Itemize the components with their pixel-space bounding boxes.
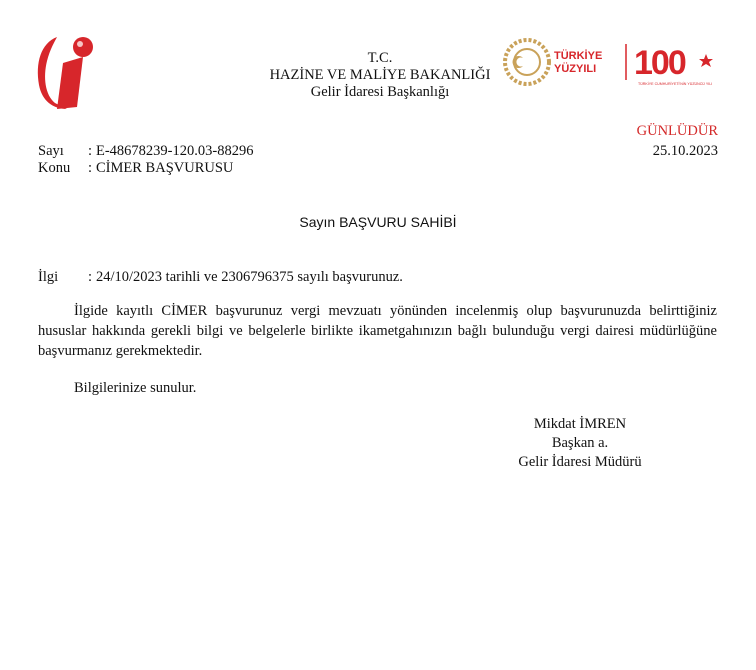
konu-label: Konu: [38, 160, 71, 176]
konu-separator: :: [88, 160, 93, 176]
tk-logo-text-1: TÜRKİYE: [554, 50, 603, 62]
gunludur-stamp: GÜNLÜDÜR: [636, 123, 718, 139]
signatory-office: Gelir İdaresi Müdürü: [518, 454, 642, 470]
sayi-row: [38, 143, 253, 160]
sayi-value: E-48678239-120.03-88296: [96, 143, 254, 159]
document-date: 25.10.2023: [652, 143, 718, 159]
tk-logo-caption: TÜRKİYE CUMHURİYETİ'NİN YÜZÜNCÜ YILI: [638, 82, 713, 86]
tk-logo-text-2: YÜZYILI: [554, 63, 597, 75]
header-tc: T.C.: [367, 50, 393, 66]
konu-value: CİMER BAŞVURUSU: [96, 160, 234, 176]
ilgi-row: [38, 269, 403, 286]
sayi-label: Sayı: [38, 143, 64, 159]
salutation: Sayın BAŞVURU SAHİBİ: [299, 214, 457, 230]
ilgi-separator: :: [88, 269, 93, 285]
sayi-separator: :: [88, 143, 93, 159]
closing-line: Bilgilerinize sunulur.: [74, 380, 197, 396]
signature-block: [505, 415, 655, 472]
ilgi-label: İlgi: [38, 269, 59, 285]
centennial-number: 100: [634, 44, 685, 82]
turkiye-yuzyili-logo: [502, 36, 724, 88]
star-icon: [699, 54, 713, 67]
signatory-title: Başkan a.: [551, 435, 609, 451]
header-department: Gelir İdaresi Başkanlığı: [310, 84, 450, 100]
body-paragraph: İlgide kayıtlı CİMER başvurunuz vergi mevzuatı yönünden incelenmiş olup başvurunuzda belirttiğiniz hususlar hakkında gerekli bilgi ve belgelerle birlikte ikametgahınızın bağlı bulunduğu vergi dairesi müdürlüğüne başvurmanız gerekmektedir.: [38, 303, 717, 359]
header-ministry: HAZİNE VE MALİYE BAKANLIĞI: [269, 67, 491, 83]
konu-row: [38, 160, 233, 177]
gib-logo: [33, 33, 97, 111]
signatory-name: Mikdat İMREN: [533, 416, 627, 432]
ilgi-value: 24/10/2023 tarihli ve 2306796375 sayılı başvurunuz.: [96, 269, 403, 285]
